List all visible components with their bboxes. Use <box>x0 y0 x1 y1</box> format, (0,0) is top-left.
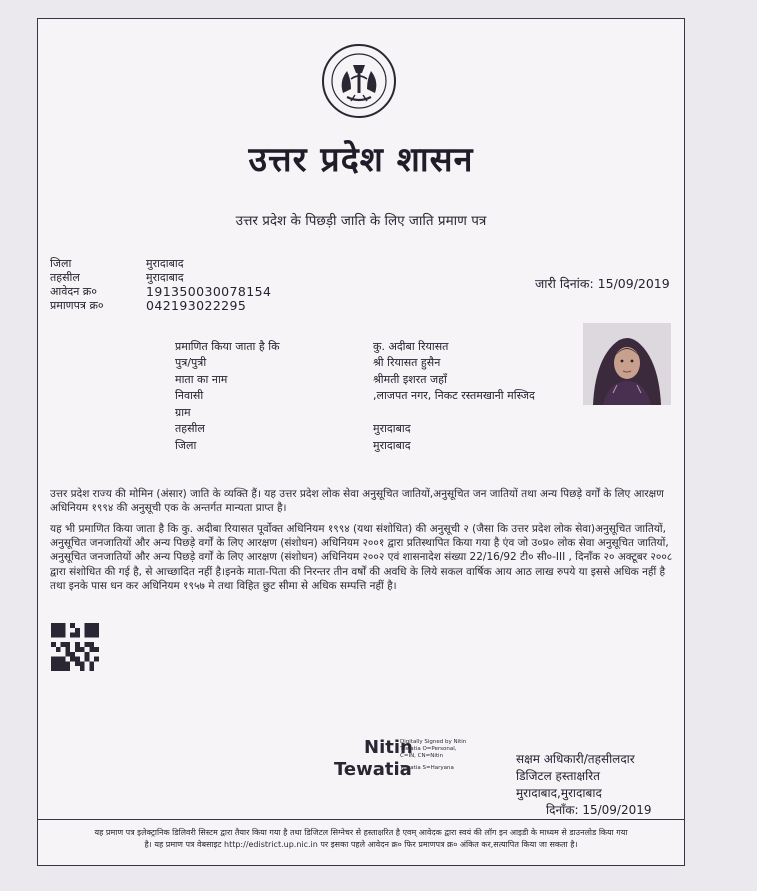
applicant-photo <box>583 323 671 405</box>
field-value: मुरादाबाद <box>146 257 184 270</box>
detail-value: कु. अदीबा रियासत <box>373 339 449 353</box>
issuing-officer <box>516 751 652 819</box>
officer-designation: सक्षम अधिकारी/तहसीलदार <box>516 752 635 766</box>
detail-value: श्री रियासत हुसैन <box>373 356 441 370</box>
detail-value: ,लाजपत नगर, निकट रस्तमखानी मस्जिद <box>373 389 535 403</box>
detail-value: मुरादाबाद <box>373 438 411 452</box>
field-label: प्रमाणपत्र क्र० <box>50 299 104 312</box>
qr-code-icon <box>50 623 100 671</box>
certificate-title: उत्तर प्रदेश शासन <box>248 140 474 180</box>
officer-date: दिनाँक: 15/09/2019 <box>546 803 652 817</box>
signature-details-continued: Tewatia S=Haryana <box>400 765 454 771</box>
digital-signature <box>334 737 486 783</box>
detail-row <box>175 338 535 355</box>
detail-label: प्रमाणित किया जाता है कि <box>175 339 280 353</box>
officer-signed-note: डिजिटल हस्ताक्षरित <box>516 769 600 783</box>
footer-divider <box>38 819 684 820</box>
detail-label: माता का नाम <box>175 372 228 386</box>
field-row-application-no <box>50 285 271 299</box>
state-emblem-icon <box>321 43 397 119</box>
footer-note <box>38 827 684 851</box>
issue-date: जारी दिनांक: 15/09/2019 <box>535 276 670 291</box>
field-label: जिला <box>50 257 72 270</box>
application-fields <box>50 257 271 313</box>
signature-details: Digitally Signed by Nitin Tewatia O=Personal, C=IN, CN=Nitin <box>400 739 467 759</box>
field-row-tehsil <box>50 271 271 285</box>
certificate-subtitle: उत्तर प्रदेश के पिछड़ी जाति के लिए जाति प्रमाण पत्र <box>235 213 487 229</box>
detail-label: ग्राम <box>175 405 191 419</box>
applicant-details <box>175 338 535 454</box>
detail-label: तहसील <box>175 422 205 436</box>
field-label: आवेदन क्र० <box>50 285 97 298</box>
eligibility-statement: यह भी प्रमाणित किया जाता है कि कु. अदीबा रियासत पूर्वोक्त अधिनियम १९९४ (यथा संशोधित) की अनुसूची २ (जैसा कि उत्तर प्रदेश लोक सेवा)अनुसूचित जातियों, अनुसूचित जनजातियों और अन्य पिछड़े वर्गों के लिए आरक्षण (संशोधन) अधिनियम २००१ द्वारा प्रतिस्थापित किया गया है एंव जो उ०प्र० लोक सेवा अनुसूचित जातियों, अनुसूचित जनजातियों और अन्य पिछड़े वर्गों के लिए आरक्षण (संशोधन) अधिनियम २००२ एवं शासनादेश संख्या 22/16/92 टी० सी०-III , दिनाँक २० अक्टूबर २००८ द्वारा संशोधित की गई है, से आच्छादित नहीं है।इनके माता-पिता की निरन्तर तीन वर्षों की अवधि के लिये सकल वार्षिक आय आठ लाख रुपये या इससे अधिक नहीं है तथा इनके पास धन कर अधिनियम १९५७ मे तथा विहित छुट सीमा से अधिक सम्पत्ति नहीं है। <box>50 523 673 592</box>
detail-row <box>175 404 535 421</box>
field-value: मुरादाबाद <box>146 271 184 284</box>
field-value: 042193022295 <box>146 298 247 313</box>
signer-first-name: Nitin <box>364 737 413 758</box>
detail-value: श्रीमती इशरत जहाँ <box>373 372 447 386</box>
detail-row <box>175 437 535 454</box>
detail-value: मुरादाबाद <box>373 422 411 436</box>
caste-statement: उत्तर प्रदेश राज्य की मोमिन (अंसार) जाति के व्यक्ति हैं। यह उत्तर प्रदेश लोक सेवा अनुसूचित जातियों,अनुसूचित जन जातियों तथा अन्य पिछड़े वर्गों के लिए आरक्षण अधिनियम १९९४ की अनुसूची एक के अन्तर्गत मान्यता प्राप्त है। <box>50 488 664 515</box>
field-value: 191350030078154 <box>146 284 272 299</box>
detail-label: निवासी <box>175 389 204 403</box>
detail-label: पुत्र/पुत्री <box>175 356 207 370</box>
detail-row <box>175 355 535 372</box>
officer-location: मुरादाबाद,मुरादाबाद <box>516 786 602 800</box>
detail-row <box>175 388 535 405</box>
detail-row <box>175 371 535 388</box>
certificate-sheet <box>37 18 685 866</box>
field-row-certificate-no <box>50 299 271 313</box>
field-row-district <box>50 257 271 271</box>
detail-label: जिला <box>175 438 197 452</box>
detail-row <box>175 421 535 438</box>
signer-last-name: Tewatia <box>334 759 412 780</box>
footer-line-2: है। यह प्रमाण पत्र वेबसाइट http://edistrict.up.nic.in पर इसका पहले आवेदन क्र० फिर प्रमाणपत्र क्र० अंकित कर,सत्यापित किया जा सकता है। <box>144 840 578 849</box>
field-label: तहसील <box>50 271 80 284</box>
footer-line-1: यह प्रमाण पत्र इलेक्ट्रानिक डिलिवरी सिस्टम द्वारा तैयार किया गया है तथा डिजिटल सिग्नेचर से हस्ताक्षरित है एवम् आवेदक द्वारा स्वयं की लॉग इन आइडी के माध्यम से डाउनलोड किया गया <box>94 828 628 837</box>
